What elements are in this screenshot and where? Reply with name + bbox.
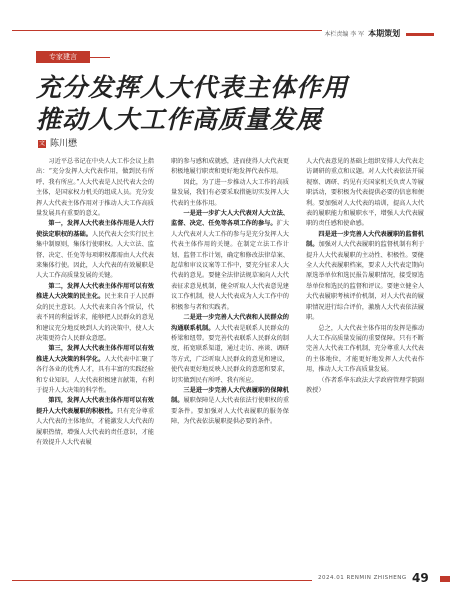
paragraph: 第二，发挥人大代表主体作用可以有效推进人大决策的民主化。民主来自于人民群众的民主意识。人大代表来自各个阶层，代表不同的利益诉求，能够把人民群众的意见和建议充分地反映到人大的决策中，使人大决策更符合人民群众意愿。 [36, 282, 154, 342]
page-header [0, 30, 462, 44]
header-section: 本期策划 [368, 29, 401, 38]
paragraph: 第一，发挥人大代表主体作用是人大行使法定职权的基础。人民代表大会实行民主集中制原则，集体行使职权。人大立法、监督、决定、任免等每项职权都需由人大代表来集体行使。因此，人大代表的有效履职是人大工作高质量发展的关键。 [36, 220, 154, 280]
author-icon: 文 [38, 139, 45, 147]
paragraph: 总之，人大代表主体作用的发挥是推动人大工作高质量发展的重要保障。只有不断完善人大代表工作机制，充分尊重人大代表的主体地位，才能更好地发挥人大代表作用，推动人大工作高质量发展。 [306, 324, 424, 374]
paragraph: 一是进一步扩大人大代表对人大立法、监督、决定、任免等各项工作的参与。扩大人大代表对人大工作的参与是充分发挥人大代表主体作用的关键。在制定立法工作计划、监督工作计划，确定和修改法律草案、起草和审议议案等工作中，要充分征求人大代表的意见。要健全法律法规草案向人大代表征求意见机制，健全听取人大代表意见建议工作机制，使人大代表成为人大工作中的积极参与者和实践者。 [171, 210, 289, 311]
author-byline [38, 136, 77, 149]
page-footer [0, 571, 462, 588]
header-editor: 本栏责编 李 军 [324, 31, 365, 38]
paragraph: 因此，为了进一步推动人大工作的高质量发展，我们有必要采取措施切实发挥人大代表的主体作用。 [171, 178, 289, 207]
text-column-1 [36, 157, 154, 567]
column-tag: 专家建言 [36, 51, 90, 63]
paragraph: 第四，发挥人大代表主体作用可以有效提升人大代表履职的积极性。只有充分尊重人大代表的主体地位，才能激发人大代表的履职热情，增强人大代表的责任意识，才能有效提升人大代表履 [36, 397, 154, 446]
paragraph: 习近平总书记在中央人大工作会议上指出：“充分发挥人大代表作用，做到民有所呼、我有所应。”人大代表是人民代表大会的主体，是国家权力机关的组成人员。充分发挥人大代表主体作用对于推动人大工作高质量发展具有重要的意义。 [36, 158, 154, 218]
paragraph: 人大代表意见的基础上组织安排人大代表走访调研的重点和议题。对人大代表依法开展视察、调研、约见有关国家机关负责人等履职活动，要积极为代表提供必要的信息和便利。要加强对人大代表的培训，提高人大代表的履职能力和履职水平，增强人大代表履职的责任感和使命感。 [306, 158, 424, 228]
header-accent-bar [406, 33, 434, 36]
header-rule [12, 30, 322, 31]
text-column-2 [171, 157, 289, 567]
footer-magazine: 2024.01 RENMIN ZHISHENG [318, 575, 407, 581]
page-number: 49 [412, 571, 429, 585]
footer-rule [12, 580, 312, 581]
article-title-line2: 推动人大工作高质量发展 [36, 105, 323, 134]
author-note: （作者系华东政法大学政府管理学院副教授） [306, 376, 424, 394]
paragraph: 二是进一步完善人大代表和人民群众的沟通联系机制。人大代表是联系人民群众的桥梁和纽带。要完善代表联系人民群众的制度，拓宽联系渠道，通过走访、座谈、调研等方式，广泛听取人民群众的意见和建议，使代表更好地反映人民群众的意愿和要求，切实做到民有所呼、我有所应。 [171, 314, 289, 384]
paragraph: 四是进一步完善人大代表履职的监督机制。加强对人大代表履职的监督机制有利于提升人大代表履职的主动性、积极性。要健全人大代表履职档案，要求人大代表定期向原选举单位和选民报告履职情况，接受原选举单位和选民的监督和评议。要建立健全人大代表履职考核评价机制，对人大代表的履职情况进行综合评价，激励人大代表依法履职。 [306, 230, 424, 322]
tag-rule [90, 57, 110, 58]
footer-accent-mark [440, 576, 450, 582]
paragraph: 职的参与感和成就感，进而使得人大代表更积极地履行职责和更好地发挥代表作用。 [171, 158, 289, 176]
author-name: 陈川懋 [50, 139, 78, 149]
paragraph: 第三，发挥人大代表主体作用可以有效推进人大决策的科学化。人大代表中汇聚了各行各业的优秀人才，具有丰富的实践经验和专业知识。人大代表积极建言献策，有利于提升人大决策的科学性。 [36, 345, 154, 394]
text-column-3 [306, 157, 424, 567]
article-title-line1: 充分发挥人大代表主体作用 [36, 73, 349, 102]
paragraph: 三是进一步完善人大代表履职的保障机制。履职保障是人大代表依法行使职权的重要条件。要加强对人大代表履职的服务保障，为代表依法履职提供必要的条件。 [171, 386, 289, 426]
header-text [324, 28, 434, 39]
